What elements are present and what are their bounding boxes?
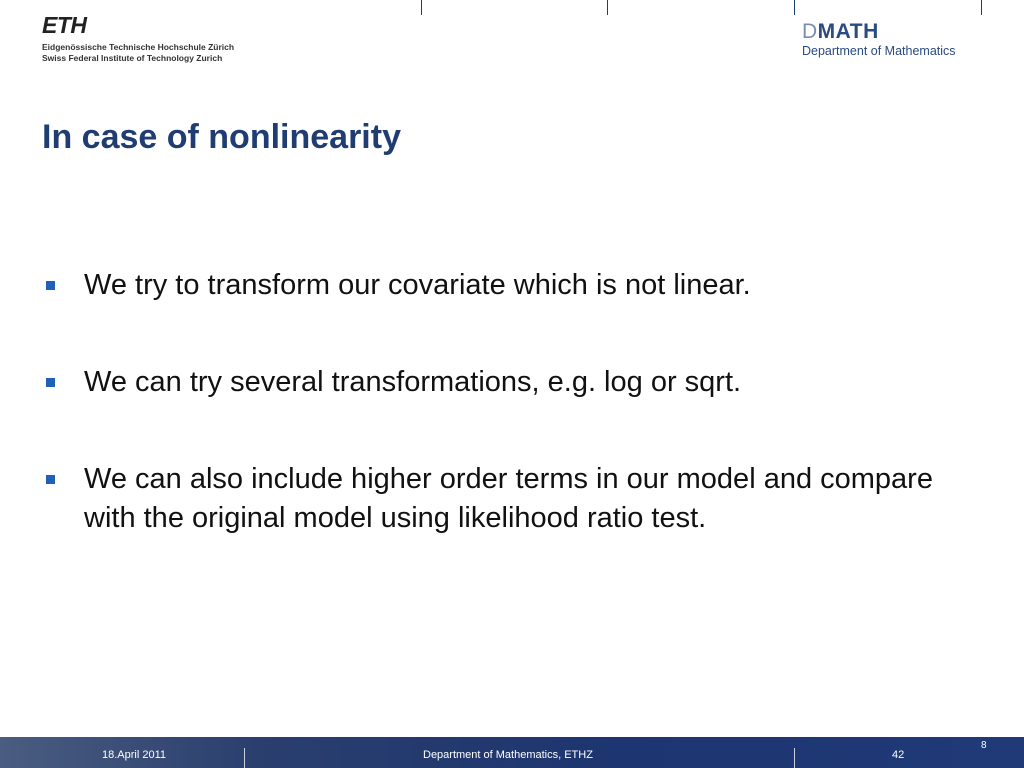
square-bullet-icon — [46, 475, 55, 484]
dmath-subtitle: Department of Mathematics — [802, 44, 956, 58]
eth-name-german: Eidgenössische Technische Hochschule Zürich — [42, 42, 235, 52]
top-divider — [421, 0, 422, 15]
slide-number: 8 — [981, 740, 987, 751]
footer-page: 42 — [892, 749, 905, 761]
bullet-list — [44, 266, 984, 596]
bullet-item — [44, 266, 984, 305]
bullet-text: We can also include higher order terms in our model and compare with the original model using likelihood ratio test. — [84, 463, 933, 534]
slide-title: In case of nonlinearity — [42, 118, 401, 156]
footer-divider — [244, 748, 245, 768]
bullet-text: We try to transform our covariate which is not linear. — [84, 269, 751, 301]
footer-department: Department of Mathematics, ETHZ — [423, 749, 593, 761]
eth-name-english: Swiss Federal Institute of Technology Zurich — [42, 53, 223, 63]
footer-divider — [794, 748, 795, 768]
top-divider — [607, 0, 608, 15]
eth-wordmark: ETH — [42, 12, 87, 38]
dmath-math: MATH — [817, 20, 879, 43]
bullet-item — [44, 460, 984, 538]
dmath-wordmark — [802, 20, 1002, 44]
bullet-item — [44, 363, 984, 402]
footer-date: 18.April 2011 — [102, 749, 167, 761]
eth-logo — [42, 14, 242, 64]
top-divider — [794, 0, 795, 15]
dmath-d: D — [802, 20, 818, 43]
top-divider — [981, 0, 982, 15]
footer-bar — [0, 737, 1024, 768]
bullet-text: We can try several transformations, e.g. log or sqrt. — [84, 366, 742, 398]
square-bullet-icon — [46, 281, 55, 290]
dmath-logo — [802, 20, 1002, 59]
square-bullet-icon — [46, 378, 55, 387]
